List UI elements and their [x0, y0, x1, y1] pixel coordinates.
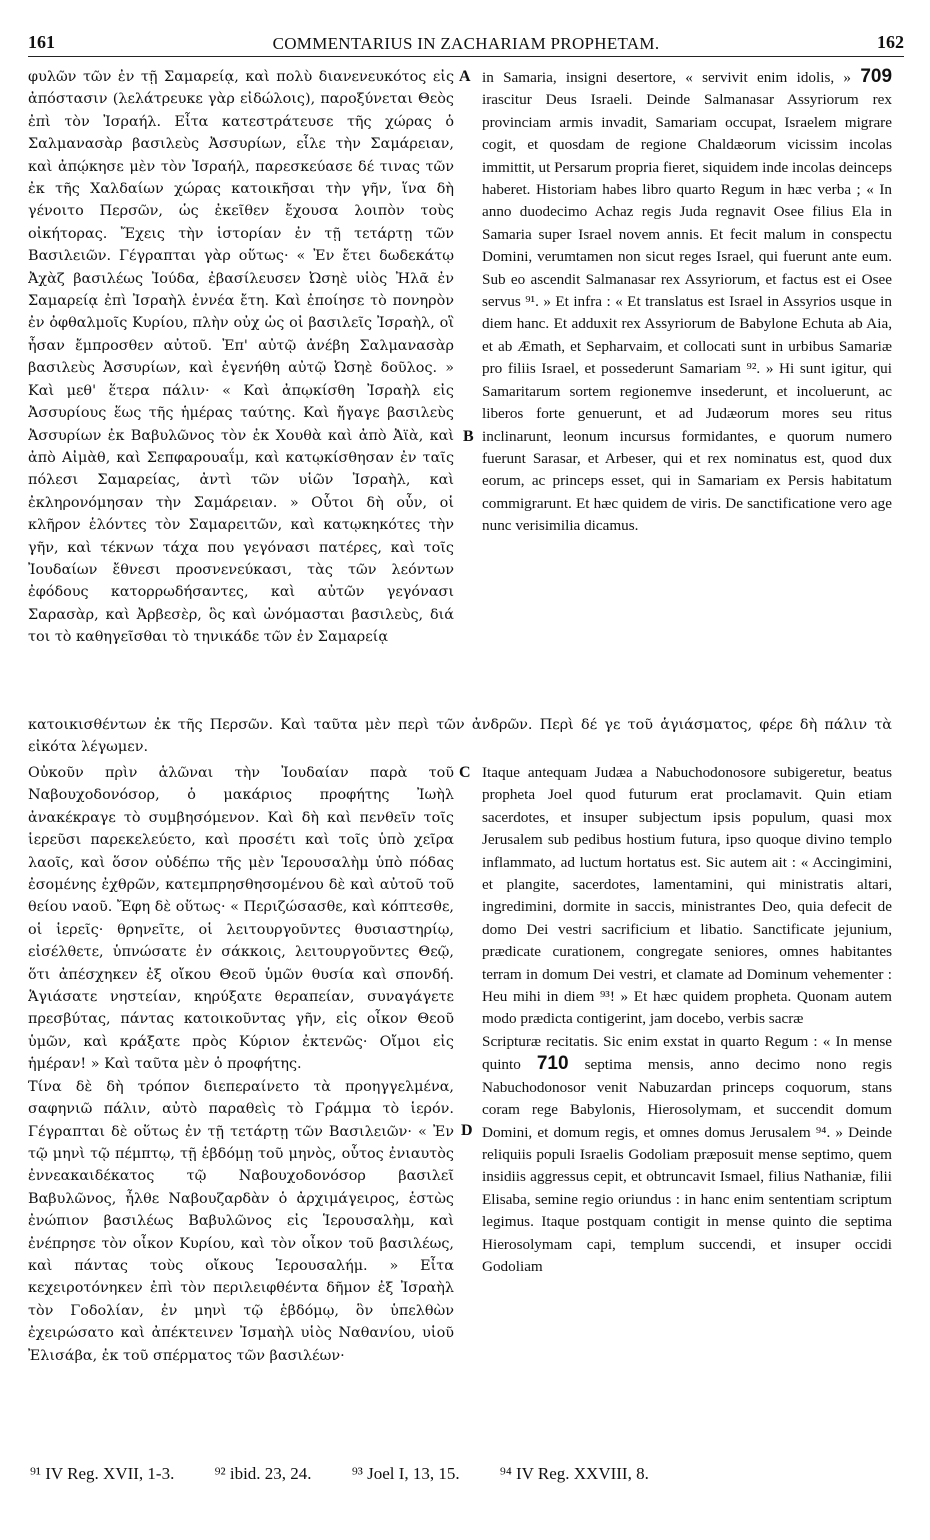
- section-marker-d: D: [461, 1122, 473, 1139]
- latin-text-upper-rest: irascitur Deus Israeli. Deinde Salmanasar Assyriorum rex provinciam armis invadit, Samariam occupat, Israelem migrare cogit, et quosdam de regione Chaldæorum vicissim incolas immittit, ut Persarum propria fieret, siquidem inde incolas deinceps haberet. Historiam habes libro quarto Regum in hæc verba ; « In anno duodecimo Achaz regis Juda regnavit Osee filius Ela in Samaria super Israel novem annis. Et fecit malum in conspectu Domini, verumtamen non sicut reges Israel, qui fuerunt ante eum. Sub eo ascendit Salmanasar rex Assyriorum, et factus est ei Osee servus ⁹¹. » Et infra : « Et translatus est Israel in Assyrios usque in diem hanc. Et adduxit rex Assyriorum de Babylone Echuta ab Aia, et ab Æmath, et Sepharvaim, et collocati sunt in urbibus Samariæ pro filiis Israel, et possederunt Samariam ⁹². » Hi sunt igitur, qui Samaritarum sortem regionemve insederunt, et incoluerunt, ac liberos forte genuerunt, et ad Judæorum mores seu ritus inclinarunt, leonum incursus formidantes, e quorum numero fuerunt Sarasar, et Arbeser, qui et rex nominatus est, quod dux eorum, ac princeps esset, qui in Samariam ex Persis habitatum commigrarunt. Et hæc quidem de viris. De sanctificatione vero age nunc verisimilia dicamus.: [482, 91, 892, 535]
- page-number-left: 161: [28, 32, 55, 52]
- latin-paragraph-kings-rest: septima mensis, anno decimo nono regis Nabuchodonosor venit Nabuzardan princeps coquorum, stans coram rege Babylonis, Hierosolymam, et succendit domum Domini, et domum regis, et omnes domus Jerusalem ⁹⁴. » Deinde reliquiis populi Israelis Godoliam præposuit mense septimo, quem insidiis aggressus cepit, et obtruncavit Ismael, filius Nathaniæ, filii Elisaba, semine regio oriundus : in hanc enim sententiam scriptum legimus. Itaque postquam contigit in mense quinto die septima Hierosolymam capi, templum succendi, et insuper occidi Godoliam: [482, 1056, 892, 1275]
- footnote-93: ⁹³ Joel I, 13, 15.: [351, 1464, 460, 1483]
- column-number-710: 710: [536, 1053, 569, 1075]
- latin-text-upper-start: in Samaria, insigni desertore, « servivit enim idolis, »: [482, 69, 852, 86]
- latin-text-lower: [482, 762, 892, 1452]
- page-number-right: 162: [877, 32, 904, 52]
- greek-text-lower: [28, 762, 454, 1452]
- footnote-94: ⁹⁴ IV Reg. XXVIII, 8.: [499, 1464, 649, 1483]
- section-marker-c: C: [459, 764, 471, 781]
- greek-paragraph-kings: Τίνα δὲ δὴ τρόπον διεπεραίνετο τὰ προηγγελμένα, σαφηνιῶ πάλιν, αὐτὸ παραθεὶς τὸ Γράμμα τὸ ἱερόν. Γέγραπται δὲ οὕτως ἐν τῇ τετάρτῃ τῶν Βασιλειῶν· « Ἐν τῷ μηνὶ τῷ πέμπτῳ, τῇ ἑβδόμῃ τοῦ μηνὸς, οὗτος ἐνιαυτὸς ἐννεακαιδέκατος τῷ Ναβουχοδονόσορ βασιλεῖ Βαβυλῶνος, ἦλθε Ναβουζαρδὰν ὁ ἀρχιμάγειρος, ἑστὼς ἐνώπιον βασιλέως Βαβυλῶνος εἰς Ἱερουσαλὴμ, καὶ ἐνέπρησε τὸν οἶκον Κυρίου, καὶ τὸν οἶκον τοῦ βασιλέως, καὶ πάντας τοὺς οἴκους Ἱερουσαλήμ. » Εἶτα κεχειροτόνηκεν ἐπὶ τὸν περιλειφθέντα δῆμον ἐξ Ἰσραὴλ τὸν Γοδολίαν, ἐν μηνὶ τῷ ἑβδόμῳ, ὃν ὑπελθὼν ἐχειρώσατο καὶ ἀπέκτεινεν Ἰσμαὴλ υἱὸς Ναθανίου, υἱοῦ Ἐλισάβα, ἐκ τοῦ σπέρματος τῶν βασιλέων·: [28, 1078, 454, 1364]
- column-number-709: 709: [860, 66, 892, 87]
- greek-paragraph-joel: Οὐκοῦν πρὶν ἁλῶναι τὴν Ἰουδαίαν παρὰ τοῦ Ναβουχοδονόσορ, ὁ μακάριος προφήτης Ἰωὴλ ἀνακέκραγε τὸ συμβησόμενον. Καὶ δὴ καὶ πενθεῖν τοῖς ἱερεῦσι παρεκελεύετο, καὶ προσέτι καὶ τοῖς ὑπὸ χεῖρα λαοῖς, καὶ ὅσον οὐδέπω τῆς μὲν Ἱερουσαλὴμ ὑπὸ πόδας ἐσομένης ἐχθρῶν, κατεμπρησθησομένου δὲ καὶ αὐτοῦ τοῦ θείου ναοῦ. Ἔφη δὲ οὕτως· « Περιζώσασθε, καὶ κόπτεσθε, οἱ ἱερεῖς· θρηνεῖτε, οἱ λειτουργοῦντες θυσιαστηρίῳ, εἰσέλθετε, ὑπνώσατε ἐν σάκκοις, λειτουργοῦντες Θεῷ, ὅτι ἀπέσχηκεν ἐξ οἴκου Θεοῦ ὑμῶν θυσία καὶ σπονδή. Ἁγιάσατε νηστείαν, κηρύξατε θεραπείαν, συναγάγετε πρεσβύτας, πάντας κατοικοῦντας γῆν, εἰς οἶκον Θεοῦ ὑμῶν, καὶ κράξατε πρὸς Κύριον ἐκτενῶς· Οἴμοι εἰς ἡμέραν! » Καὶ ταῦτα μὲν ὁ προφήτης.: [28, 765, 454, 1073]
- latin-paragraph-joel: Itaque antequam Judæa a Nabuchodonosore subigeretur, beatus propheta Joel quod futurum erat proclamavit. Quin etiam sacerdotes, et insuper subjectum ipsis populum, quasi mox Jerusalem sub pedibus hostium futura, ipso quoque divino templo inflammato, ad luctum hortatus est. Sic autem ait : « Accingimini, et plangite, sacerdotes, lamentamini, qui ministratis altari, ingredimini, dormite in saccis, ministrantes Deo, quia defecit de domo Dei vestri sacrificium et libatio. Sanctificate jejunium, prædicate curationem, congregate seniores, omnes habitantes terram in domum Dei vestri, et clamate ad Dominum vehementer : Heu mihi in diem ⁹³! » Et hæc quidem propheta. Quonam autem modo prædicta contigerint, jam docebo, verbis sacræ: [482, 764, 892, 1028]
- section-marker-b: B: [463, 428, 474, 445]
- footnotes: [30, 1464, 904, 1494]
- footnote-92: ⁹² ibid. 23, 24.: [214, 1464, 312, 1483]
- greek-bridge-line: κατοικισθέντων ἐκ τῆς Περσῶν. Καὶ ταῦτα μὲν περὶ τῶν ἀνδρῶν. Περὶ δέ γε τοῦ ἁγιάσματος, φέρε δὴ πάλιν τὰ εἰκότα λέγωμεν.: [28, 717, 892, 756]
- latin-text-upper: [482, 66, 892, 716]
- running-title: COMMENTARIUS IN ZACHARIAM PROPHETAM.: [272, 34, 660, 53]
- section-marker-a: A: [459, 68, 471, 85]
- running-header: [28, 30, 904, 57]
- greek-text-upper: φυλῶν τῶν ἐν τῇ Σαμαρείᾳ, καὶ πολὺ διανενευκότος εἰς ἀπόστασιν (λελάτρευκε γὰρ εἰδώλοις), παροξύνεται Θεὸς ἐπὶ τὸν Ἰσραήλ. Εἶτα κατεστράτευσε τῆς χώρας ὁ Σαλμανασὰρ βασιλεὺς Ἀσσυρίων, εἷλε τὴν Σαμάρειαν, καὶ ἀπῴκησε μὲν τὸν Ἰσραήλ, παρεσκεύασε δέ τινας τῶν ἐκ τῆς Χαλδαίων χώρας κατοικῆσαι τὴν γῆν, ἵνα δὴ γένοιτο Περσῶν, ὡς ἐκεῖθεν ἔχουσα λοιπὸν τοὺς οἰκήτορας. Ἔχεις τὴν ἱστορίαν ἐν τῇ τετάρτῃ τῶν Βασιλειῶν. Γέγραπται γὰρ οὕτως· « Ἐν ἔτει δωδεκάτῳ Ἀχὰζ βασιλέως Ἰούδα, ἐβασίλευσεν Ὠσηὲ υἱὸς Ἠλᾶ ἐν Σαμαρείᾳ ἐπὶ Ἰσραὴλ ἐννέα ἔτη. Καὶ ἐποίησε τὸ πονηρὸν ἐν ὀφθαλμοῖς Κυρίου, πλὴν οὐχ ὡς οἱ βασιλεῖς Ἰσραὴλ, οἳ ἦσαν ἔμπροσθεν αὐτοῦ. Ἐπ' αὐτῷ ἀνέβη Σαλμανασὰρ βασιλεὺς Ἀσσυρίων, καὶ ἐγενήθη αὐτῷ Ὠσηὲ δοῦλος. » Καὶ μεθ' ἕτερα πάλιν· « Καὶ ἀπῳκίσθη Ἰσραὴλ εἰς Ἀσσυρίους ἕως τῆς ἡμέρας ταύτης. Καὶ ἤγαγε βασιλεὺς Ἀσσυρίων ἐκ Βαβυλῶνος τὸν ἐκ Χουθὰ καὶ ἀπὸ Ἀϊὰ, καὶ ἀπὸ Αἰμὰθ, καὶ Σεπφαρουαΐμ, καὶ κατῳκίσθησαν ἐν ταῖς πόλεσι Σαμαρείας, ἀντὶ τῶν υἱῶν Ἰσραὴλ, καὶ ἐκληρονόμησαν τὴν Σαμάρειαν. » Οὗτοι δὴ οὖν, οἱ κλῆρον ἑλόντες τὸν Σαμαρειτῶν, καὶ κατῳκηκότες τὴν γῆν, καὶ τέκνων τάχα που γεγόνασι πατέρες, καὶ τοῖς Ἰουδαίων ἔθνεσι προσνενεύκασι, τὰς τῶν λεόντων ἐφόδους κατορρωδήσαντες, καὶ αὐτῶν γεγόνασι Σαρασὰρ, καὶ Ἀρβεσὲρ, ὃς καὶ ὠνόμασται βασιλεὺς, διά τοι τὸ καθηγεῖσθαι τὸ τηνικάδε τῶν ἐν Σαμαρείᾳ: [28, 69, 454, 646]
- latin-paragraph-kings-start: Scripturæ recitatis. Sic enim exstat in quarto Regum : « In mense quinto: [482, 1032, 892, 1074]
- footnote-91: ⁹¹ IV Reg. XVII, 1-3.: [30, 1464, 175, 1483]
